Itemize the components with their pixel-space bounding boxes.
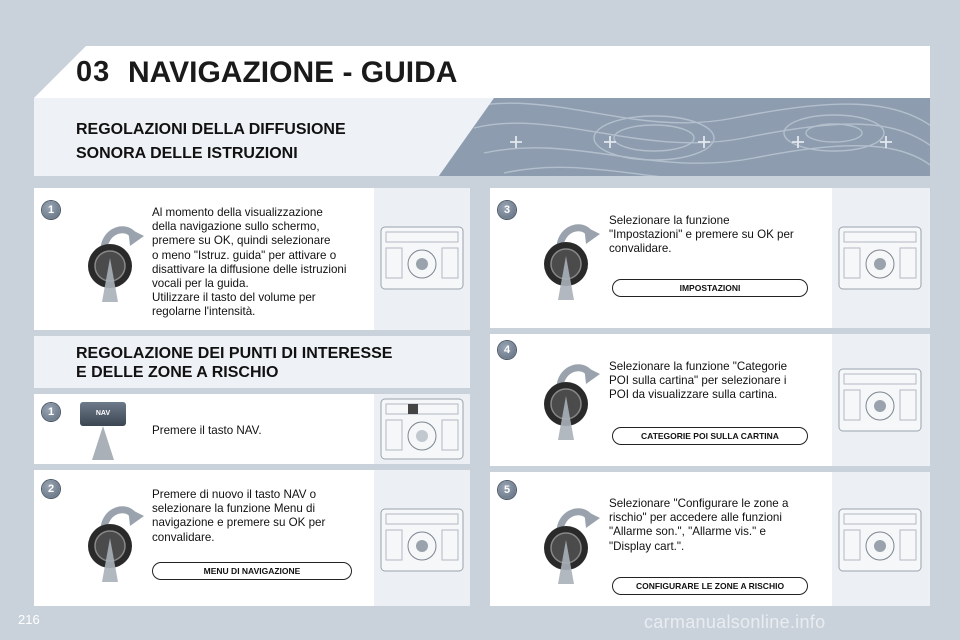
menu-label: MENU DI NAVIGAZIONE [152,562,352,580]
menu-label: CONFIGURARE LE ZONE A RISCHIO [612,577,808,595]
text-line: rischio" per accedere alle funzioni [609,511,782,525]
press-arrow-icon [92,426,114,460]
step-number-badge: 1 [42,201,60,219]
step-description: Premere il tasto NAV. [152,424,262,437]
radio-faceplate-icon [380,508,464,572]
rotary-knob-icon [78,218,148,302]
text-line: Selezionare "Configurare le zone a [609,497,789,510]
text-line: Utilizzare il tasto del volume per [152,291,316,305]
text-line: disattivare la diffusione delle istruzioni [152,262,347,276]
text-line: "Impostazioni" e premere su OK per [609,228,794,242]
radio-faceplate-icon [838,508,922,572]
step-number-badge: 1 [42,403,60,421]
chapter-title: NAVIGAZIONE - GUIDA [128,56,458,89]
step-description [609,214,829,257]
step-number-badge: 3 [498,201,516,219]
step-number-badge: 4 [498,341,516,359]
text-line: vocali per la guida. [152,277,249,291]
text-line: regolarne l'intensità. [152,305,256,319]
text-line: navigazione e premere su OK per [152,516,326,530]
step-description [152,206,374,320]
section1-title-line2: SONORA DELLE ISTRUZIONI [76,145,298,162]
nav-button-icon: NAV [80,402,126,426]
step-description [609,497,829,554]
menu-label: CATEGORIE POI SULLA CARTINA [612,427,808,445]
text-line: Premere di nuovo il tasto NAV o [152,488,317,501]
text-line: della navigazione sullo schermo, [152,220,320,234]
radio-faceplate-icon [838,226,922,290]
step-description [152,488,374,545]
radio-faceplate-icon [380,398,464,460]
menu-label: IMPOSTAZIONI [612,279,808,297]
text-line: POI da visualizzare sulla cartina. [609,388,778,402]
section1-title-line1: REGOLAZIONI DELLA DIFFUSIONE [76,121,346,138]
text-line: "Allarme son.", "Allarme vis." e [609,525,766,539]
section2-title-line1: REGOLAZIONE DEI PUNTI DI INTERESSE [76,345,393,362]
step-number-badge: 5 [498,481,516,499]
step-number-badge: 2 [42,480,60,498]
rotary-knob-icon [534,216,604,300]
radio-faceplate-icon [380,226,464,290]
chapter-number: 03 [76,56,111,88]
text-line: Selezionare la funzione "Categorie [609,360,788,373]
rotary-knob-icon [78,498,148,582]
text-line: Al momento della visualizzazione [152,206,323,219]
text-line: "Display cart.". [609,539,685,553]
text-line: POI sulla cartina" per selezionare i [609,374,787,388]
text-line: selezionare la funzione Menu di [152,502,316,516]
text-line: Selezionare la funzione [609,214,730,227]
radio-faceplate-icon [838,368,922,432]
text-line: convalidare. [609,242,672,256]
rotary-knob-icon [534,356,604,440]
text-line: o meno "Istruz. guida" per attivare o [152,248,337,262]
section2-title-line2: E DELLE ZONE A RISCHIO [76,364,279,381]
watermark-text: carmanualsonline.info [644,612,826,632]
page-number: 216 [18,612,40,627]
rotary-knob-icon [534,500,604,584]
text-line: convalidare. [152,530,215,544]
text-line: premere su OK, quindi selezionare [152,234,331,248]
step-description [609,360,829,403]
